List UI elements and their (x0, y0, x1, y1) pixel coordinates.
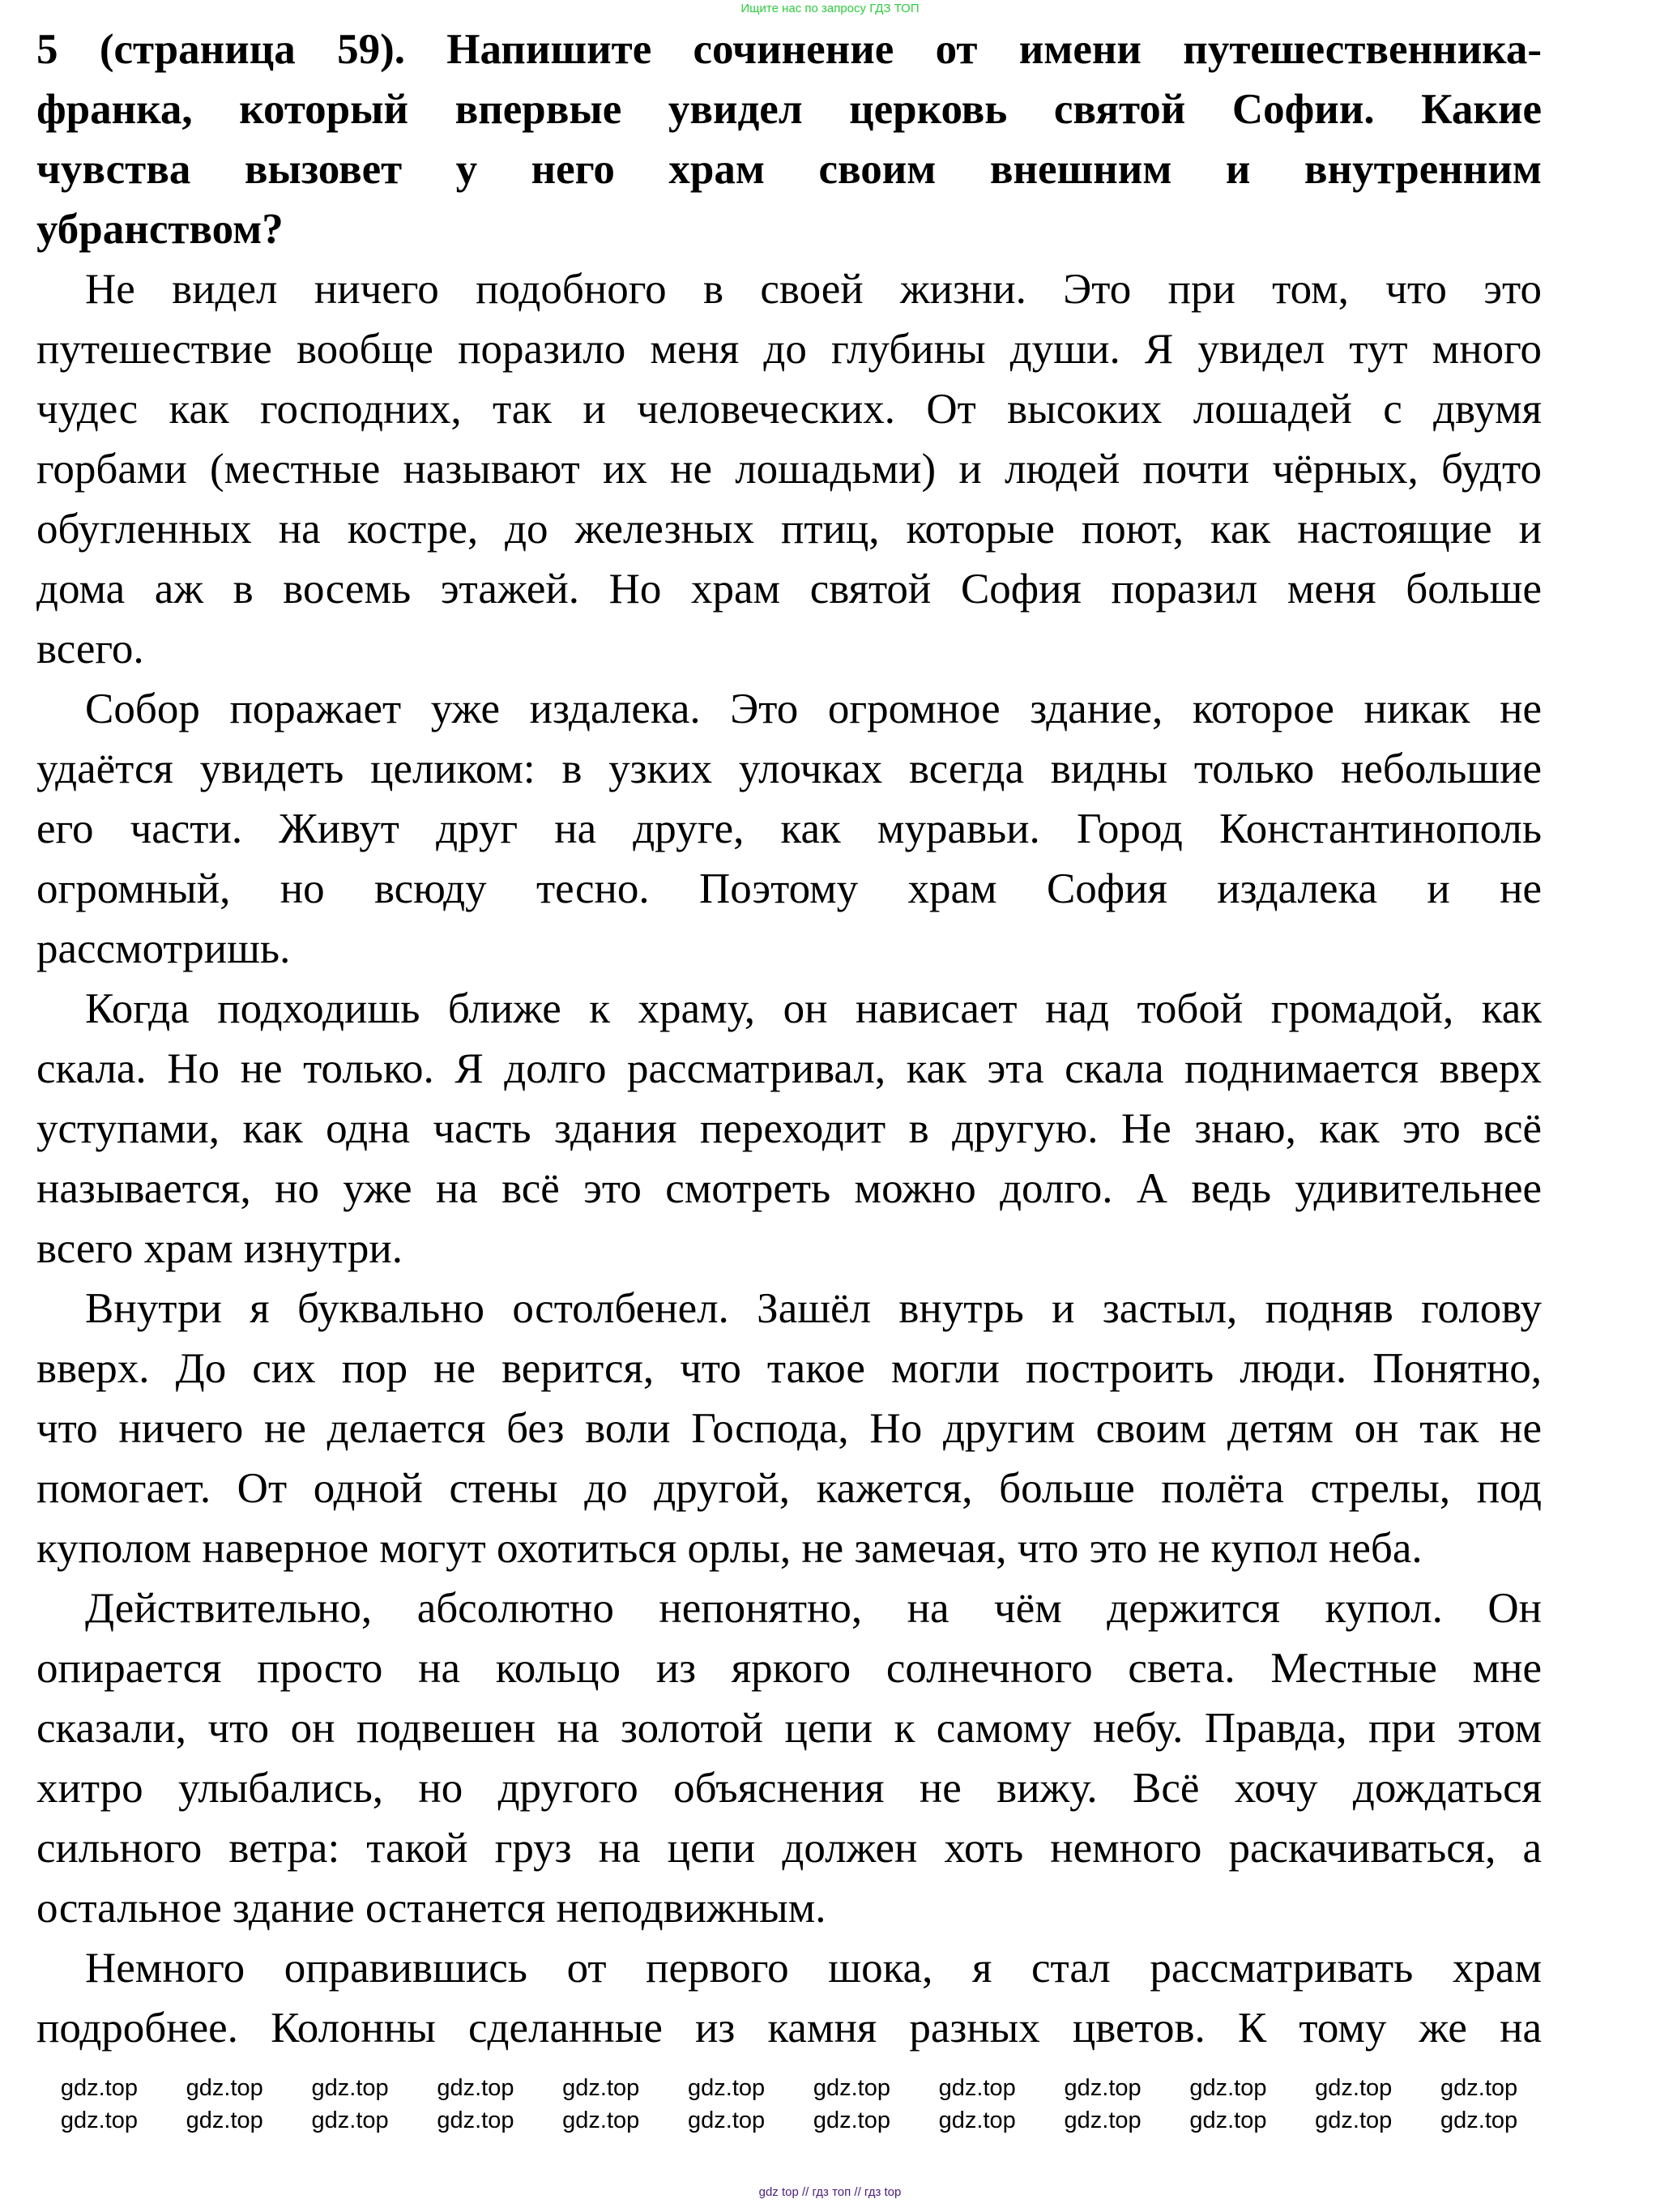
watermark: gdz.top (60, 2107, 138, 2133)
heading-line: убранством? (36, 206, 284, 253)
paragraph-line: горбами (местные называют их не лошадьми) и людей почти чёрных, будто (36, 446, 1542, 493)
paragraph-line: огромный, но всюду тесно. Поэтому храм София издалека и не (36, 865, 1542, 912)
paragraph-line: опирается просто на кольцо из яркого солнечного света. Местные мне (36, 1645, 1542, 1692)
paragraph-line: подробнее. Колонны сделанные из камня разных цветов. К тому же на (36, 2005, 1542, 2052)
watermark: gdz.top (1189, 2075, 1267, 2101)
paragraph-line: Не видел ничего подобного в своей жизни. Это при том, что это (85, 266, 1542, 313)
paragraph-line: дома аж в восемь этажей. Но храм святой София поразил меня больше (36, 566, 1542, 613)
paragraph-line: Собор поражает уже издалека. Это огромное здание, которое никак не (85, 685, 1542, 732)
task-heading (36, 19, 1542, 259)
paragraph-line: Когда подходишь ближе к храму, он нависает над тобой громадой, как (85, 985, 1542, 1032)
watermark: gdz.top (311, 2075, 389, 2101)
paragraph-line: что ничего не делается без воли Господа, Но другим своим детям он так не (36, 1405, 1542, 1452)
bottom-banner: gdz top // гдз топ // гдз top (758, 2185, 902, 2199)
top-banner: Ищите нас по запросу ГДЗ ТОП (740, 2, 920, 15)
paragraph-line: всего. (36, 626, 144, 673)
watermark: gdz.top (688, 2075, 766, 2101)
watermark: gdz.top (1315, 2107, 1393, 2133)
watermark: gdz.top (1440, 2075, 1518, 2101)
watermarks (36, 2074, 1542, 2134)
paragraph-line: всего храм изнутри. (36, 1225, 403, 1272)
watermark: gdz.top (938, 2107, 1016, 2133)
document-body (36, 19, 1542, 2058)
watermark: gdz.top (186, 2107, 263, 2133)
paragraph-line: его части. Живут друг на друге, как муравьи. Город Константинополь (36, 805, 1542, 852)
watermark: gdz.top (1440, 2107, 1518, 2133)
paragraph-line: удаётся увидеть целиком: в узких улочках всегда видны только небольшие (36, 745, 1542, 792)
watermark: gdz.top (1064, 2075, 1142, 2101)
watermark: gdz.top (311, 2107, 389, 2133)
watermark: gdz.top (813, 2075, 890, 2101)
watermark: gdz.top (1064, 2107, 1142, 2133)
watermark: gdz.top (1189, 2107, 1267, 2133)
paragraph-line: называется, но уже на всё это смотреть можно долго. А ведь удивительнее (36, 1165, 1542, 1212)
watermark: gdz.top (186, 2075, 263, 2101)
watermark: gdz.top (938, 2075, 1016, 2101)
watermark: gdz.top (562, 2107, 640, 2133)
paragraph-line: хитро улыбались, но другого объяснения не вижу. Всё хочу дождаться (36, 1765, 1542, 1812)
paragraph-line: скала. Но не только. Я долго рассматривал, как эта скала поднимается вверх (36, 1045, 1542, 1092)
watermark: gdz.top (1315, 2075, 1393, 2101)
paragraph-line: уступами, как одна часть здания переходит в другую. Не знаю, как это всё (36, 1105, 1542, 1152)
watermark: gdz.top (688, 2107, 766, 2133)
paragraph-line: помогает. От одной стены до другой, кажется, больше полёта стрелы, под (36, 1465, 1542, 1512)
paragraph-line: вверх. До сих пор не верится, что такое могли построить люди. Понятно, (36, 1345, 1542, 1392)
watermark: gdz.top (437, 2107, 514, 2133)
paragraph-line: Немного оправившись от первого шока, я стал рассматривать храм (85, 1945, 1542, 1992)
heading-line: чувства вызовет у него храм своим внешним и внутренним (36, 146, 1542, 193)
paragraph-line: путешествие вообще поразило меня до глубины души. Я увидел тут много (36, 326, 1542, 373)
heading-line: франка, который впервые увидел церковь святой Софии. Какие (36, 86, 1542, 133)
watermark: gdz.top (562, 2075, 640, 2101)
paragraph-line: чудес как господних, так и человеческих. От высоких лошадей с двумя (36, 386, 1542, 433)
paragraph-line: рассмотришь. (36, 925, 291, 972)
paragraph-line: остальное здание останется неподвижным. (36, 1885, 826, 1932)
watermark: gdz.top (60, 2075, 138, 2101)
paragraph-line: сказали, что он подвешен на золотой цепи к самому небу. Правда, при этом (36, 1705, 1542, 1752)
heading-line: 5 (страница 59). Напишите сочинение от имени путешественника- (36, 26, 1542, 73)
paragraph-line: обугленных на костре, до железных птиц, которые поют, как настоящие и (36, 506, 1542, 553)
paragraph-line: Действительно, абсолютно непонятно, на чём держится купол. Он (85, 1585, 1542, 1632)
watermark: gdz.top (813, 2107, 890, 2133)
paragraph-line: Внутри я буквально остолбенел. Зашёл внутрь и застыл, подняв голову (85, 1285, 1542, 1332)
watermark: gdz.top (437, 2075, 514, 2101)
paragraph-line: куполом наверное могут охотиться орлы, не замечая, что это не купол неба. (36, 1525, 1423, 1572)
paragraph-line: сильного ветра: такой груз на цепи должен хоть немного раскачиваться, а (36, 1825, 1542, 1872)
